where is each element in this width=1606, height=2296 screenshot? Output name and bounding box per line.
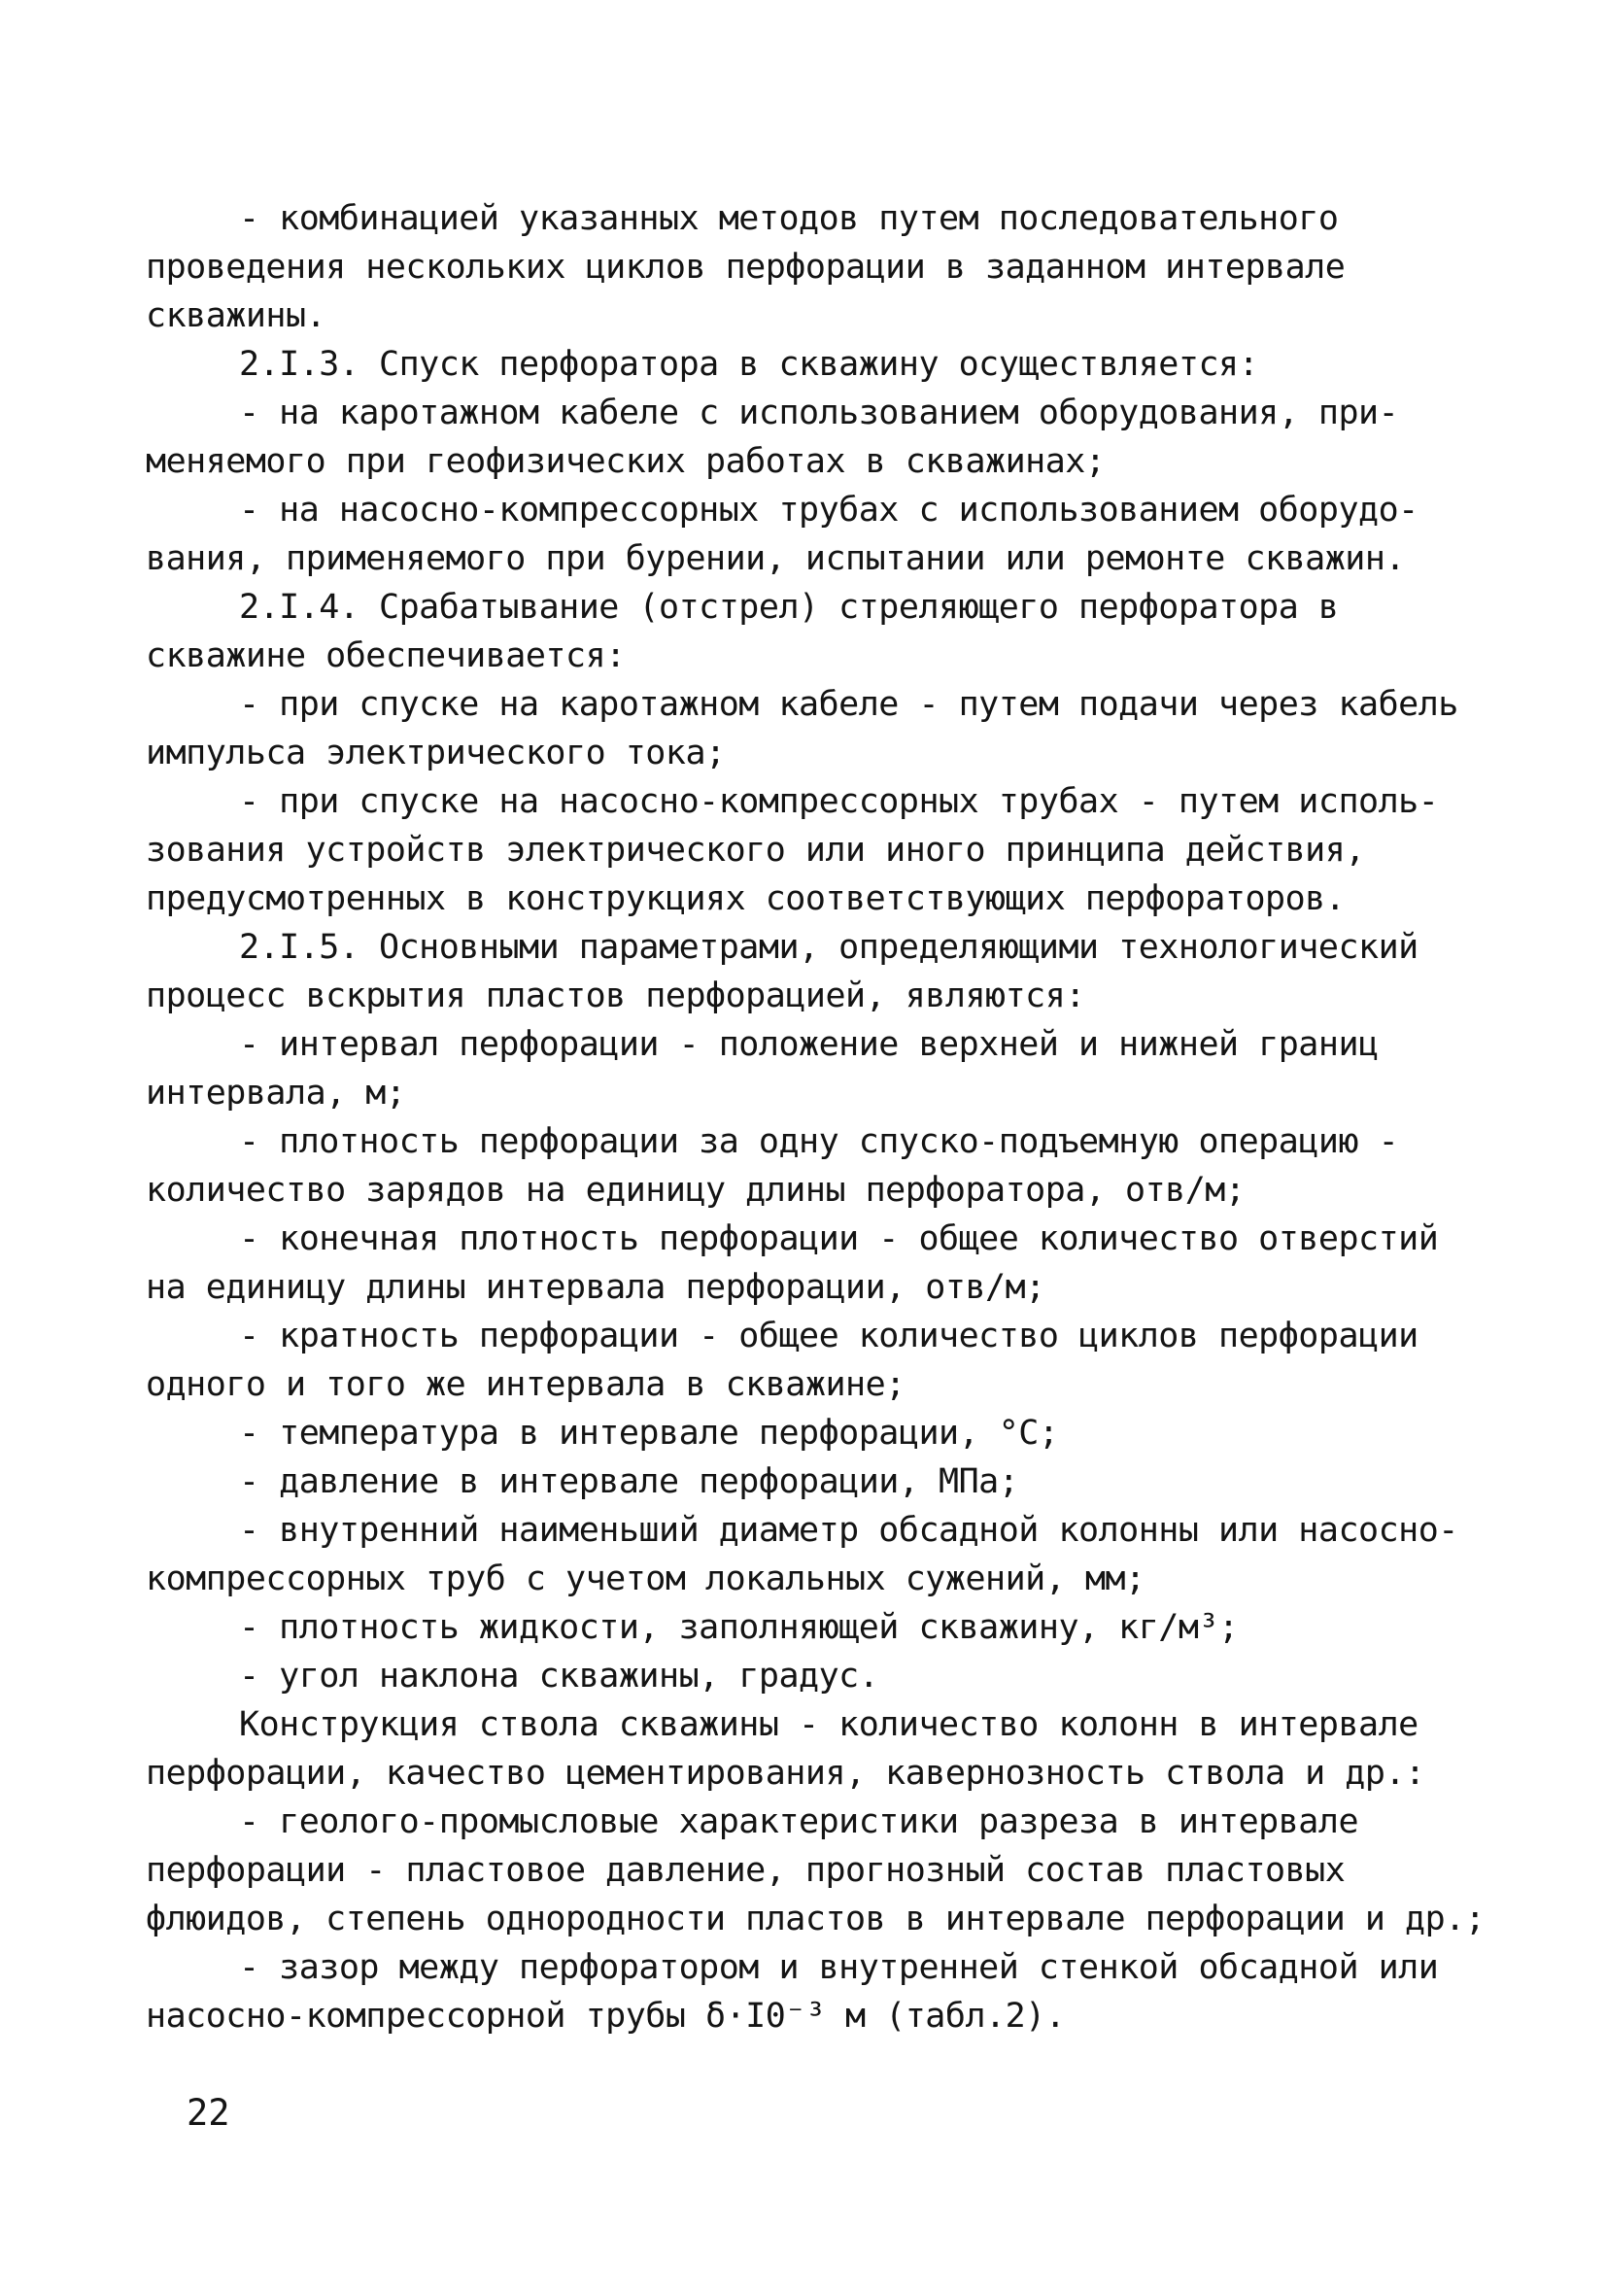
text-line: перфорации, качество цементирования, кавернозность ствола и др.:: [146, 1754, 1425, 1793]
text-line: - температура в интервале перфорации, °С;: [239, 1414, 1059, 1453]
text-line: - угол наклона скважины, градус.: [239, 1657, 879, 1696]
text-line: перфорации - пластовое давление, прогнозный состав пластовых: [146, 1851, 1346, 1890]
text-line: - интервал перфорации - положение верхней и нижней границ: [239, 1025, 1379, 1064]
text-line: на единицу длины интервала перфорации, отв/м;: [146, 1268, 1045, 1307]
text-line: Конструкция ствола скважины - количество колонн в интервале: [239, 1705, 1418, 1744]
text-line: скважине обеспечивается:: [146, 636, 626, 675]
text-line: процесс вскрытия пластов перфорацией, являются:: [146, 977, 1085, 1015]
text-line: - на насосно-компрессорных трубах с использованием оборудо-: [239, 491, 1418, 530]
text-line: зования устройств электрического или иного принципа действия,: [146, 831, 1365, 870]
text-line: скважины.: [146, 296, 326, 335]
text-line: - зазор между перфоратором и внутренней стенкой обсадной или: [239, 1948, 1439, 1987]
text-line: - при спуске на каротажном кабеле - путем подачи через кабель: [239, 685, 1458, 724]
text-line: предусмотренных в конструкциях соответствующих перфораторов.: [146, 879, 1346, 918]
body-text: [146, 194, 1496, 2040]
text-line: - внутренний наименьший диаметр обсадной колонны или насосно-: [239, 1511, 1458, 1550]
text-line: - на каротажном кабеле с использованием оборудования, при-: [239, 394, 1399, 432]
section-heading-2-1-5: 2.I.5. Основными параметрами, определяющими технологический: [239, 928, 1418, 967]
text-line: - конечная плотность перфорации - общее количество отверстий: [239, 1219, 1439, 1258]
text-line: - при спуске на насосно-компрессорных трубах - путем исполь-: [239, 782, 1439, 821]
text-line: флюидов, степень однородности пластов в интервале перфорации и др.;: [146, 1900, 1486, 1938]
text-line: интервала, м;: [146, 1074, 406, 1113]
text-line: проведения нескольких циклов перфорации в заданном интервале: [146, 248, 1346, 287]
section-heading-2-1-4: 2.I.4. Срабатывание (отстрел) стреляющего перфоратора в: [239, 588, 1339, 627]
text-line: - плотность жидкости, заполняющей скважину, кг/м³;: [239, 1608, 1239, 1647]
text-line: насосно-компрессорной трубы δ·I0⁻³ м (табл.2).: [146, 1997, 1066, 2036]
text-line: меняемого при геофизических работах в скважинах;: [146, 442, 1106, 481]
text-line: компрессорных труб с учетом локальных сужений, мм;: [146, 1559, 1145, 1598]
text-line: - кратность перфорации - общее количество циклов перфорации: [239, 1317, 1418, 1355]
section-heading-2-1-3: 2.I.3. Спуск перфоратора в скважину осуществляется:: [239, 345, 1259, 384]
text-line: - геолого-промысловые характеристики разреза в интервале: [239, 1802, 1359, 1841]
text-line: - комбинацией указанных методов путем последовательного: [239, 199, 1339, 238]
text-line: количество зарядов на единицу длины перфоратора, отв/м;: [146, 1171, 1246, 1210]
text-line: - плотность перфорации за одну спуско-подъемную операцию -: [239, 1122, 1399, 1161]
page-number: 22: [187, 2092, 230, 2134]
text-line: одного и того же интервала в скважине;: [146, 1365, 906, 1404]
text-line: импульса электрического тока;: [146, 734, 726, 772]
text-line: вания, применяемого при бурении, испытании или ремонте скважин.: [146, 539, 1406, 578]
text-line: - давление в интервале перфорации, МПа;: [239, 1462, 1019, 1501]
